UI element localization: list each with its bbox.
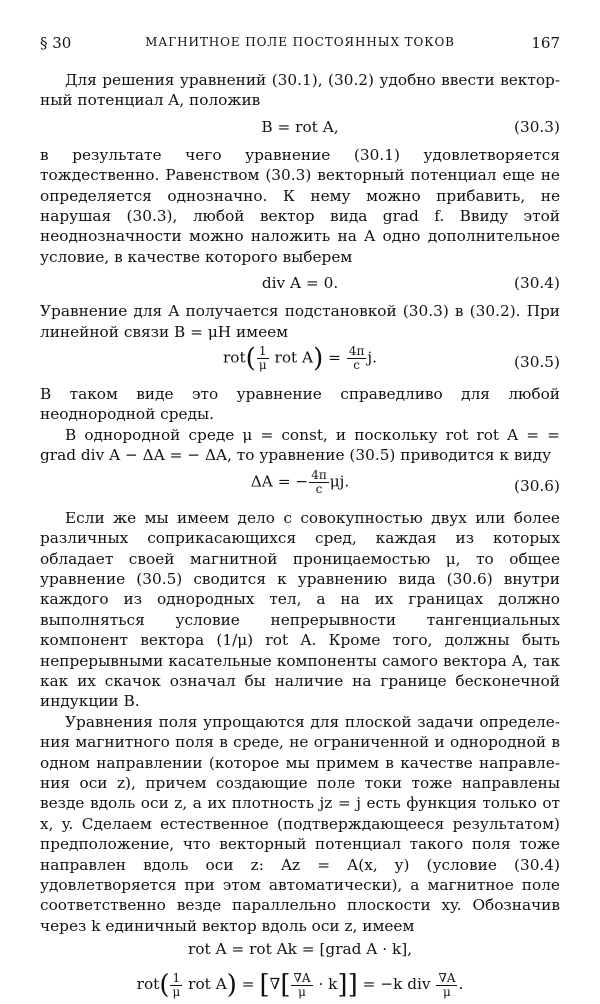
frac-num: ∇A bbox=[438, 970, 456, 985]
frac-num: 1 bbox=[257, 345, 269, 359]
running-header bbox=[40, 34, 560, 56]
eq-text: = −k div bbox=[362, 975, 431, 994]
paren-open: ( bbox=[159, 970, 170, 1001]
final-equations bbox=[40, 940, 560, 1004]
equation-body: div A = 0. bbox=[261, 274, 339, 293]
equation-30-3 bbox=[40, 111, 560, 145]
equation-body bbox=[40, 469, 560, 496]
bracket-open-inner: [ bbox=[280, 970, 291, 1001]
fraction bbox=[291, 972, 312, 999]
paren-close: ) bbox=[226, 970, 237, 1001]
eq-text: j. bbox=[367, 348, 377, 367]
frac-den: μ bbox=[258, 358, 267, 373]
fraction bbox=[309, 469, 329, 496]
equation-body bbox=[40, 345, 560, 372]
paragraph-3: Уравнение для A получается подстановкой (30.3) в (30.2). При линейной связи B = μH имеем bbox=[40, 302, 560, 341]
section-number: § 30 bbox=[40, 34, 72, 52]
eq-text: rot A bbox=[274, 348, 314, 367]
equation-number: (30.6) bbox=[514, 476, 560, 495]
paren-open: ( bbox=[245, 343, 256, 374]
page-number: 167 bbox=[531, 34, 560, 52]
equation-body: B = rot A, bbox=[261, 117, 339, 136]
paragraph-6: Если же мы имеем дело с совокупностью двух или более различных соприкасающихся сред, каждая из которых обладает своей магнитной проницаемостью μ, то общее уравнение (30.5) сводится к уравнению вида (30.6) внутри каждого из однородных тел, а на их границах должно выполняться условие непрерывности тангенциальных компонент вектора (1/μ) rot A. Кроме того, должны быть непрерывными касательные компоненты самого вектора A, так как их скачок означал бы наличие на границе бесконечной индукции B. bbox=[40, 508, 560, 711]
paragraph-5: В однородной среде μ = const, и поскольку rot rot A = = grad div A − ΔA = − ΔA, то уравнение (30.5) приводится к виду bbox=[40, 425, 560, 465]
eq-text: rot bbox=[223, 348, 246, 367]
paren-close: ) bbox=[313, 343, 324, 374]
eq-sign: = bbox=[328, 348, 341, 367]
eq-sign: = bbox=[241, 975, 255, 994]
frac-den: μ bbox=[298, 984, 306, 999]
eq-text: ΔA = − bbox=[250, 472, 309, 491]
equation-number: (30.4) bbox=[514, 274, 560, 293]
paragraph-7: Уравнения поля упрощаются для плоской задачи определения магнитного поля в среде, не ограниченной и однородной в одном направлении (которое мы примем в качестве направления оси z), причем создающие поле токи тоже направлены везде вдоль оси z, а их плотность jz = j есть функция только от x, y. Сделаем естественное (подтверждающееся результатом) предположение, что векторный потенциал такого поля тоже направлен вдоль оси z: Az = A(x, y) (условие (30.4) удовлетворяется при этом автоматически), а магнитное поле соответственно везде параллельно плоскости xy. Обозначив через k единичный вектор вдоль оси z, имеем bbox=[40, 712, 560, 935]
fraction bbox=[436, 972, 457, 999]
paragraph-4: В таком виде это уравнение справедливо для любой неоднородной среды. bbox=[40, 385, 560, 424]
frac-den: c bbox=[353, 358, 360, 373]
bracket-close-inner: ] bbox=[337, 970, 348, 1001]
equation-number: (30.3) bbox=[514, 117, 560, 136]
paragraph-1: Для решения уравнений (30.1), (30.2) удобно ввести векторный потенциал A, положив bbox=[40, 71, 560, 110]
equation-number: (30.5) bbox=[514, 353, 560, 372]
eq-text: · k bbox=[318, 975, 338, 994]
fraction bbox=[257, 345, 269, 372]
equation-rot-a: rot A = rot Ak = [grad A · k], bbox=[187, 940, 413, 959]
bracket-close: ] bbox=[347, 970, 358, 1001]
bracket-open: [ bbox=[259, 970, 270, 1001]
frac-den: c bbox=[315, 481, 323, 496]
fraction bbox=[347, 345, 367, 372]
eq-text: μj. bbox=[329, 472, 350, 491]
chapter-title: МАГНИТНОЕ ПОЛЕ ПОСТОЯННЫХ ТОКОВ bbox=[145, 35, 455, 49]
equation-30-4 bbox=[40, 267, 560, 301]
frac-num: ∇A bbox=[293, 970, 311, 985]
equation-30-6 bbox=[40, 466, 560, 508]
frac-den: μ bbox=[172, 984, 181, 999]
frac-num: 4π bbox=[348, 344, 365, 359]
fraction bbox=[170, 972, 182, 999]
eq-text: rot A bbox=[188, 975, 227, 994]
frac-num: 1 bbox=[170, 972, 182, 986]
eq-text: rot bbox=[136, 975, 160, 994]
frac-num: 4π bbox=[311, 467, 327, 482]
equation-30-5 bbox=[40, 342, 560, 384]
frac-den: μ bbox=[443, 984, 451, 999]
page-body bbox=[40, 70, 560, 1004]
equation-rot-rot-a: rot( $\frac{1}{\mu}$ rot A) = [∇[ $\frac{\nabla A}{\mu}$ · k]] = −k div $\frac{\nabla A}{\mu}$ . bbox=[136, 970, 464, 1001]
paragraph-2: в результате чего уравнение (30.1) удовлетворяется тождественно. Равенством (30.3) векторный потенциал еще не определяется однозначно. К нему можно прибавить, не нарушая (30.3), любой вектор вида grad f. Ввиду этой неоднозначности можно наложить на A одно дополнительное условие, в качестве которого выберем bbox=[40, 145, 560, 266]
